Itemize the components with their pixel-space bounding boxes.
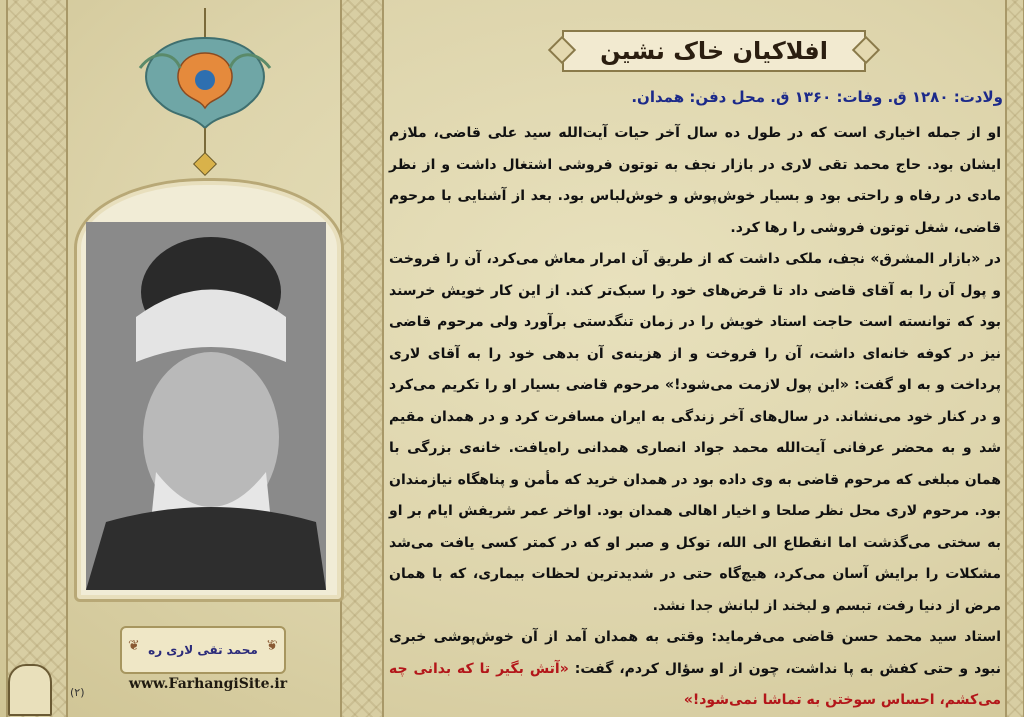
- paragraph: [389, 622, 1001, 717]
- right-border-band: [1005, 0, 1024, 717]
- middle-border-band: [340, 0, 384, 717]
- page-title: [562, 30, 866, 72]
- site-logo-icon: [8, 664, 52, 716]
- paragraph: در «بازار المشرق» نجف، ملکی داشت که از طریق آن امرار معاش می‌کرد، آن را فروخت و پول آن را به آقای قاضی داد تا قرض‌های خود را سبک‌تر کند. از این کار خویش خرسند بود که توانسته است حاجت استاد خویش را در زمان تنگدستی برآورد ولی مرحوم قاضی نیز در کوفه خانه‌ای داشت، آن را فروخت و از هزینه‌ی آن بدهی خود را به آقای لاری پرداخت و به او گفت: «این پول لازمت می‌شود!» مرحوم قاضی بسیار او را تکریم می‌کرد و در کنار خود می‌نشاند. در سال‌های آخر زندگی به ایران مسافرت کرد و در همدان مقیم شد و به محضر عرفانی آیت‌الله محمد جواد انصاری همدانی راه‌یافت. خانه‌ی بزرگی با همان مبلغی که مرحوم قاضی به وی داده بود در همدان خرید که مأمن و پناهگاه نیازمندان بود. مرحوم لاری محل نظر صلحا و اخیار اهالی همدان بود. اواخر عمر شریفش ایام بر او به سختی می‌گذشت اما انقطاع الی الله، توکل و صبر او که در کمتر کسی یافت می‌شد مشکلات را برایش آسان می‌کرد، هیچ‌گاه حتی در شدیدترین لحظات بیماری، که با همان مرض از دنیا رفت، تبسم و لبخند از لبانش جدا نشد.: [389, 251, 1001, 614]
- ornament-icon: [130, 8, 280, 178]
- paragraph-text: استاد سید محمد حسن قاضی می‌فرماید: وقتی به همدان آمد از آن خوش‌پوشی خبری نبود و حتی کفش به پا نداشت، چون از او سؤال کردم، گفت:: [389, 629, 1002, 677]
- biography-text: [389, 118, 1001, 717]
- left-border-band: [6, 0, 68, 717]
- portrait-photo: [86, 222, 326, 590]
- paragraph: او از جمله اخیاری است که در طول ده سال آخر حیات آیت‌الله سید علی قاضی، ملازم ایشان بود. حاج محمد تقی لاری در بازار نجف به توتون فروشی اشتغال داشت و از نظر مادی در رفاه و راحتی بود و بسیار خوش‌پوش و خوش‌لباس بود. بعد از آشنایی با مرحوم قاضی، شغل توتون فروشی را رها کرد.: [389, 125, 1001, 236]
- biography-dates: ولادت: ۱۲۸۰ ق. وفات: ۱۳۶۰ ق. محل دفن: همدان.: [631, 88, 1003, 106]
- portrait-caption: [120, 626, 286, 674]
- website-url[interactable]: www.FarhangiSite.ir: [128, 676, 288, 692]
- poem-quote: «آتش بگیر تا که بدانی چه می‌کشم، احساس سوختن به تماشا نمی‌شود!»: [389, 660, 1001, 708]
- page-title-text: افلاکیان خاک نشین: [600, 37, 828, 65]
- portrait-caption-text: ❦ محمد تقی لاری ره: [148, 643, 258, 657]
- page-number: (۲): [70, 686, 85, 699]
